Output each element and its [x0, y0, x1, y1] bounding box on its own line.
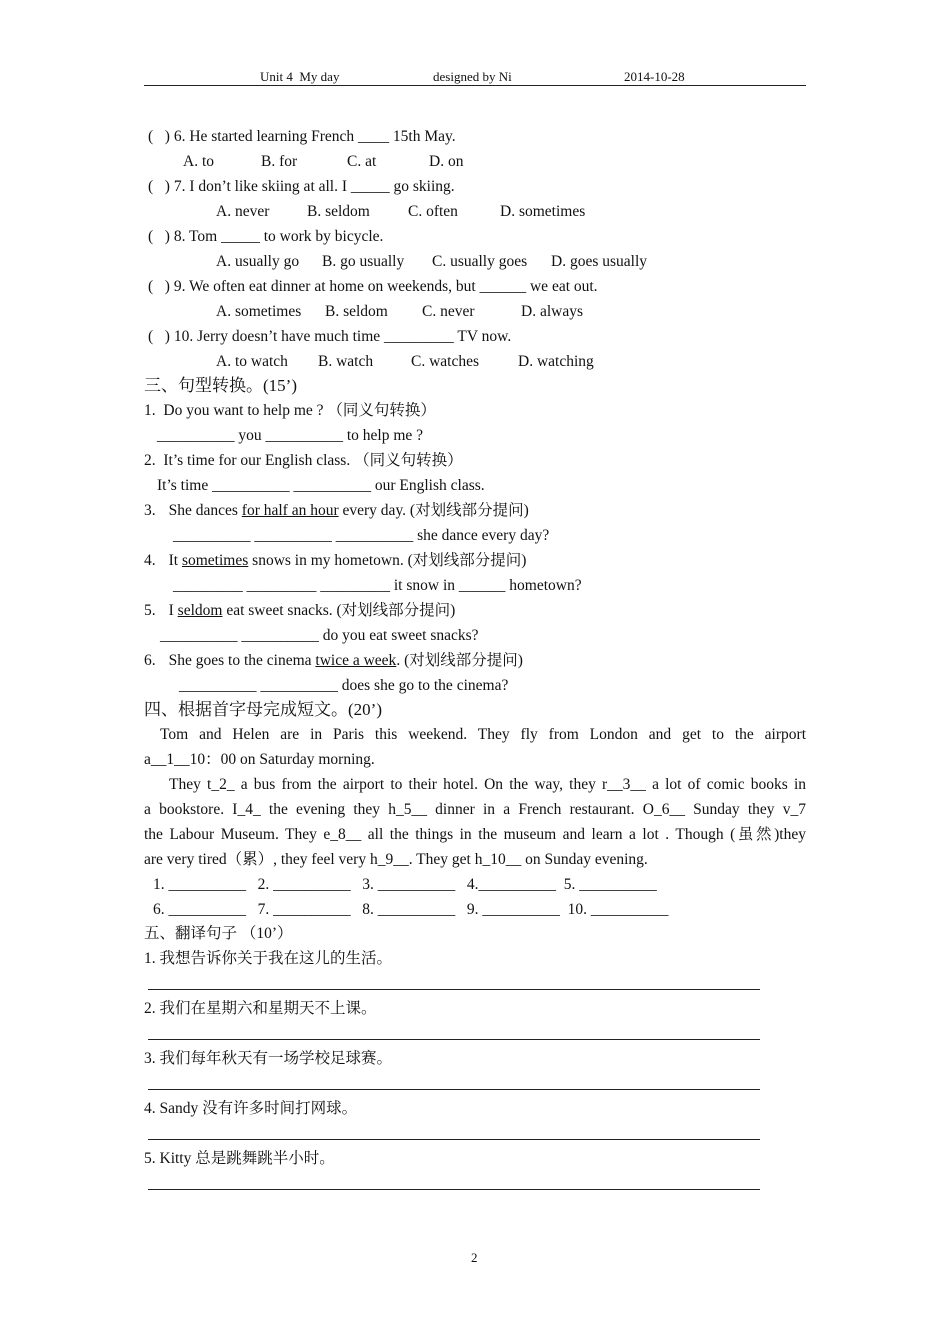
s3-item-5-num: 5.	[144, 602, 156, 619]
header-designer: designed by Ni	[433, 69, 512, 84]
option-10a: A. to watch	[216, 353, 288, 370]
s3-answer-2: It’s time __________ __________ our English class.	[157, 477, 485, 494]
option-9b: B. seldom	[325, 303, 388, 320]
passage-p2-line-1: They t_2_ a bus from the airport to their hotel. On the way, they r__3__ a lot of comic books in	[169, 776, 806, 793]
passage-p2-line-3: the Labour Museum. They e_8__ all the things in the museum and learn a lot . Though (虽然)they	[144, 826, 806, 843]
option-8d: D. goes usually	[551, 253, 648, 270]
option-9c: C. never	[422, 303, 475, 320]
section-4-title: 四、根据首字母完成短文。(20’)	[144, 700, 382, 719]
s3-answer-4: _________ _________ _________ it snow in ______ hometown?	[173, 577, 582, 594]
s3-item-6-underlined: twice a week	[315, 652, 397, 669]
s3-item-1: 1. Do you want to help me ? （同义句转换）	[144, 402, 436, 419]
option-8c: C. usually goes	[432, 253, 528, 270]
passage-p1-line-2: a__1__10：00 on Saturday morning.	[144, 751, 375, 768]
passage-p2-line-2: a bookstore. I_4_ the evening they h_5__ dinner in a French restaurant. O_6__ Sunday they v_7	[144, 801, 806, 818]
s3-item-4-underlined: sometimes	[181, 552, 249, 569]
s3-item-3-b: every day. (对划线部分提问)	[338, 502, 529, 519]
option-7d: D. sometimes	[500, 203, 586, 220]
option-8a: A. usually go	[216, 253, 300, 270]
question-8: ( ) 8. Tom _____ to work by bicycle.	[148, 228, 384, 245]
question-9: ( ) 9. We often eat dinner at home on weekends, but ______ we eat out.	[148, 278, 598, 295]
passage-p2-line-4: are very tired（累）, they feel very h_9__. They get h_10__ on Sunday evening.	[144, 851, 648, 868]
s3-item-2: 2. It’s time for our English class. （同义句转换）	[144, 452, 463, 469]
s3-item-6-b: . (对划线部分提问)	[396, 652, 523, 669]
s3-item-5-underlined: seldom	[177, 602, 223, 619]
s3-item-3-a: She dances	[168, 502, 242, 519]
s3-item-4-num: 4.	[144, 552, 156, 569]
header-rule	[144, 85, 806, 86]
option-7a: A. never	[216, 203, 270, 220]
section-5-title: 五、翻译句子 （10’）	[144, 925, 293, 942]
question-10: ( ) 10. Jerry doesn’t have much time _________ TV now.	[148, 328, 512, 345]
s3-item-5-b: eat sweet snacks. (对划线部分提问)	[222, 602, 456, 619]
s3-answer-6: __________ __________ does she go to the cinema?	[179, 677, 509, 694]
page-number: 2	[471, 1250, 478, 1265]
s3-item-6-a: She goes to the cinema	[168, 652, 316, 669]
translate-item-4: 4. Sandy 没有许多时间打网球。	[144, 1100, 358, 1117]
answer-line-2	[148, 1039, 760, 1040]
translate-item-2: 2. 我们在星期六和星期天不上课。	[144, 1000, 377, 1017]
s3-item-3	[144, 501, 529, 521]
option-8b: B. go usually	[322, 253, 405, 270]
blanks-row-2: 6. __________ 7. __________ 8. __________ 9. __________ 10. __________	[153, 901, 669, 918]
translate-item-5: 5. Kitty 总是跳舞跳半小时。	[144, 1150, 335, 1167]
option-6c: C. at	[347, 153, 377, 170]
s3-item-3-underlined: for half an hour	[241, 502, 339, 519]
option-6b: B. for	[261, 153, 298, 170]
option-6d: D. on	[429, 153, 464, 170]
question-6: ( ) 6. He started learning French ____ 15th May.	[148, 128, 456, 145]
option-10b: B. watch	[318, 353, 374, 370]
passage-p1-line-1: Tom and Helen are in Paris this weekend. They fly from London and get to the airport	[160, 726, 806, 743]
s3-item-6-num: 6.	[144, 652, 156, 669]
option-6a: A. to	[183, 153, 214, 170]
translate-item-3: 3. 我们每年秋天有一场学校足球赛。	[144, 1050, 393, 1067]
s3-item-4-a: It	[168, 552, 182, 569]
s3-item-4-b: snows in my hometown. (对划线部分提问)	[248, 552, 527, 569]
header-date: 2014-10-28	[624, 69, 685, 84]
s3-item-4	[144, 551, 526, 571]
translate-item-1: 1. 我想告诉你关于我在这儿的生活。	[144, 950, 393, 967]
s3-answer-1: __________ you __________ to help me ?	[157, 427, 424, 444]
option-9a: A. sometimes	[216, 303, 302, 320]
s3-item-3-num: 3.	[144, 502, 156, 519]
option-10c: C. watches	[411, 353, 480, 370]
answer-line-3	[148, 1089, 760, 1090]
answer-line-5	[148, 1189, 760, 1190]
answer-line-1	[148, 989, 760, 990]
option-9d: D. always	[521, 303, 583, 320]
option-7b: B. seldom	[307, 203, 370, 220]
s3-item-5-a: I	[168, 602, 178, 619]
answer-line-4	[148, 1139, 760, 1140]
option-10d: D. watching	[518, 353, 594, 370]
s3-item-6	[144, 651, 523, 671]
s3-answer-5: __________ __________ do you eat sweet snacks?	[160, 627, 479, 644]
header-unit: Unit 4 My day	[260, 69, 340, 84]
s3-item-5	[144, 601, 455, 621]
section-3-title: 三、句型转换。(15’)	[144, 376, 297, 395]
s3-answer-3: __________ __________ __________ she dance every day?	[173, 527, 550, 544]
question-7: ( ) 7. I don’t like skiing at all. I _____ go skiing.	[148, 178, 455, 195]
blanks-row-1: 1. __________ 2. __________ 3. __________ 4.__________ 5. __________	[153, 876, 657, 893]
option-7c: C. often	[408, 203, 458, 220]
